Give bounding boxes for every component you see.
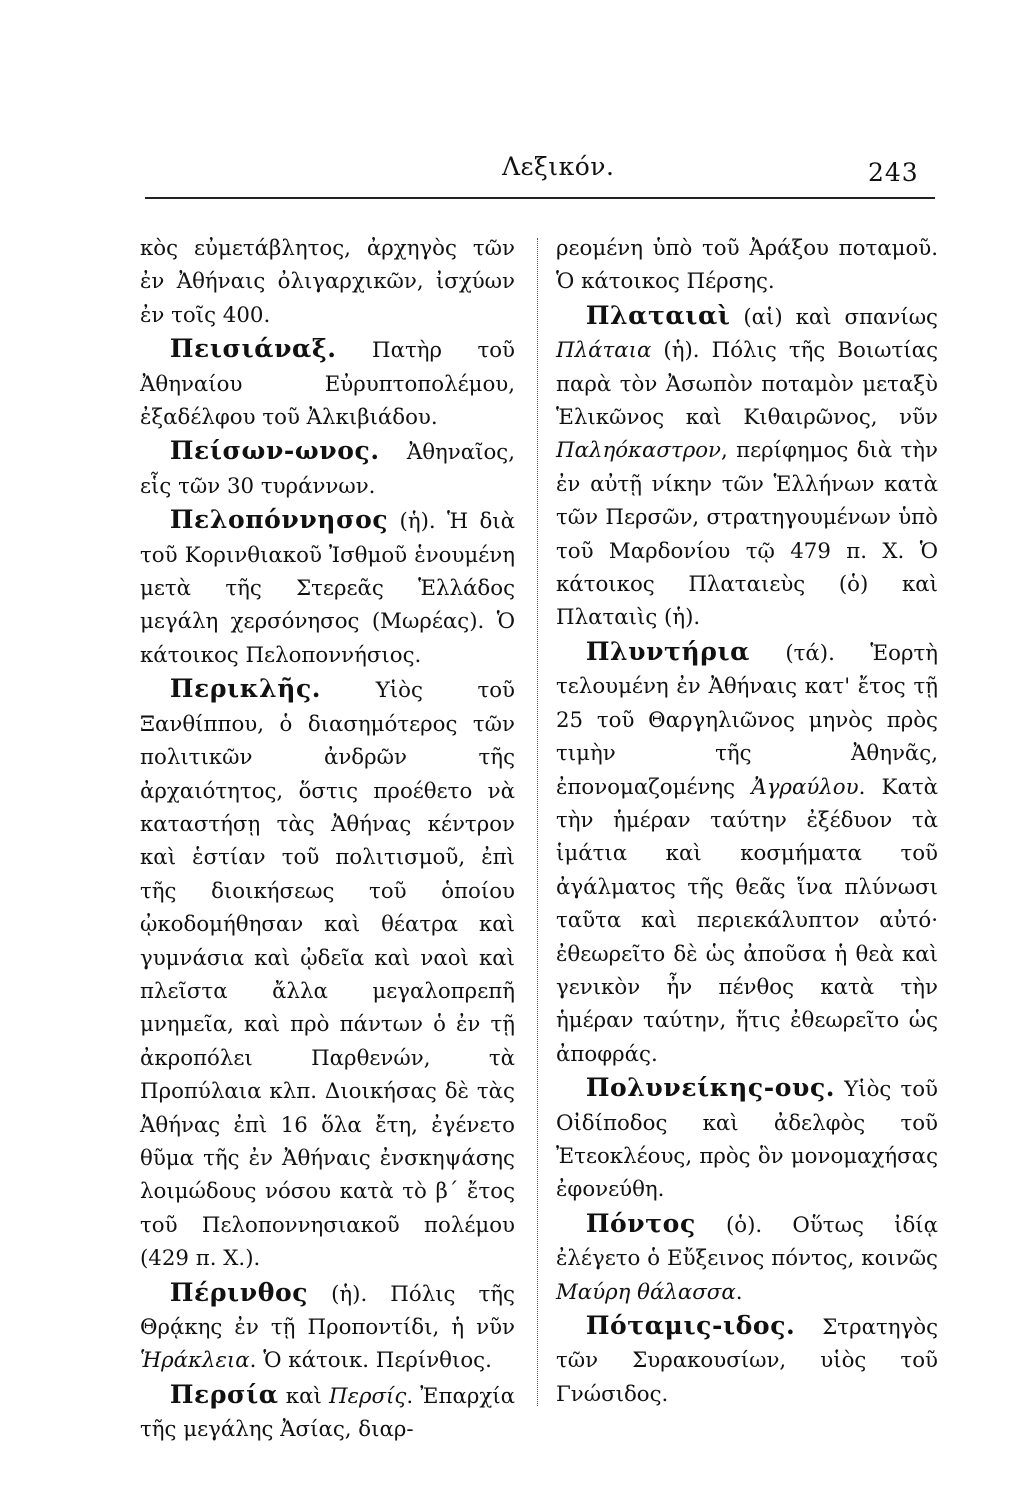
entry-perinthos [140,1276,515,1378]
entry-potamis [556,1309,938,1411]
headword: Περικλῆς. [169,674,322,704]
entry-text: (ἡ). Πόλις τῆς Θρᾴκης ἐν τῇ Προποντίδι, ἡ νῦν [140,1281,515,1340]
headword: Πεισιάναξ. [169,334,337,364]
entry-peisianax [140,332,515,434]
headword: Πείσων-ωνος. [169,436,380,466]
headword: Πόντος [585,1208,696,1238]
entry-pontos [556,1207,938,1309]
entry-text: . Κατὰ τὴν ἡμέραν ταύτην ἐξέδυον τὰ ἱμάτια καὶ κοσμήματα τοῦ ἀγάλματος τῆς θεᾶς ἵνα πλύνωσι ταῦτα καὶ περιεκάλυπτον αὐτό· ἐθεωρεῖτο δὲ ὡς ἀποῦσα ἡ θεὰ καὶ γενικὸν ἦν πένθος κατὰ τὴν ἡμέραν ταύτην, ἥτις ἐθεωρεῖτο ὡς ἀποφράς. [556,774,938,1067]
left-column [140,232,515,1447]
right-column [556,232,938,1411]
entry-italic: Παληόκαστρον [556,438,721,464]
entry-text: (τά). Ἑορτὴ τελουμένη ἐν Ἀθήναις κατ' ἔτος τῇ 25 τοῦ Θαργηλιῶνος μηνὸς πρὸς τιμὴν τῆς Ἀθηνᾶς, ἐπονομαζομένης [556,640,938,800]
entry-italic: Ἡράκλεια [140,1348,250,1374]
entry-text: (ὁ). Οὕτως ἰδίᾳ ἐλέγετο ὁ Εὔξεινος πόντος, κοινῶς [556,1212,938,1272]
entry-text: ρεομένη ὑπὸ τοῦ Ἀράξου ποταμοῦ. Ὁ κάτοικος Πέρσης. [556,236,938,295]
entry-text: Πατὴρ τοῦ Ἀθηναίου Εὐρυπτοπολέμου, ἐξαδέλφου τοῦ Ἀλκιβιάδου. [140,338,515,431]
entry-italic: Ἀγραύλου [751,774,859,800]
entry-text: κὸς εὐμετάβλητος, ἀρχηγὸς τῶν ἐν Ἀθήναις ὀλιγαρχικῶν, ἰσχύων ἐν τοῖς 400. [140,236,515,328]
entry-text: καὶ [278,1383,329,1409]
column-divider [537,238,538,1406]
headword: Πέρινθος [169,1277,309,1307]
entry-peloponnesos [140,503,515,672]
headword: Περσία [169,1379,279,1409]
entry-italic: Μαύρη θάλασσα [556,1279,736,1305]
entry-perikles [140,672,515,1275]
entry-continuation [140,232,515,332]
entry-text: Υἱὸς τοῦ Οἰδίποδος καὶ ἀδελφὸς τοῦ Ἐτεοκλέους, πρὸς ὃν μονομαχήσας ἐφονεύθη. [556,1077,938,1203]
entry-text: . [735,1279,743,1305]
entry-italic: Πλάταια [556,338,652,364]
entry-polyneikes [556,1071,938,1207]
entry-text: (ἡ). Ἡ διὰ τοῦ Κορινθιακοῦ Ἰσθμοῦ ἑνουμένη μετὰ τῆς Στερεᾶς Ἑλλάδος μεγάλη χερσόνησος (Μωρέας). Ὁ κάτοικος Πελοποννήσιος. [140,509,515,668]
headword: Πολυνείκης-ους. [585,1073,836,1103]
entry-continuation [556,232,938,299]
entry-text: , περίφημος διὰ τὴν ἐν αὐτῇ νίκην τῶν Ἑλλήνων κατὰ τῶν Περσῶν, στρατηγουμένων ὑπὸ τοῦ Μαρδονίου τῷ 479 π. Χ. Ὁ κάτοικος Πλαταιεὺς (ὁ) καὶ Πλαταιὶς (ἡ). [556,438,938,631]
header-rule [145,197,935,202]
entry-persia [140,1378,515,1447]
running-head: Λεξικόν. [502,152,615,181]
page-number: 243 [868,158,919,187]
entry-text: (αἱ) καὶ σπανίως [730,304,938,330]
entry-text: Υἱὸς τοῦ Ξανθίππου, ὁ διασημότερος τῶν πολιτικῶν ἀνδρῶν τῆς ἀρχαιότητος, ὅστις προέθετο νὰ καταστήσῃ τὰς Ἀθήνας κέντρον καὶ ἑστίαν τοῦ πολιτισμοῦ, ἐπὶ τῆς διοικήσεως τοῦ ὁποίου ᾠκοδομήθησαν καὶ θέατρα καὶ γυμνάσια καὶ ᾠδεῖα καὶ ναοὶ καὶ πλεῖστα ἄλλα μεγαλοπρεπῆ μνημεῖα, καὶ πρὸ πάντων ὁ ἐν τῇ ἀκροπόλει Παρθενών, τὰ Προπύλαια κλπ. Διοικήσας δὲ τὰς Ἀθήνας ἐπὶ 16 ὅλα ἔτη, ἐγένετο θῦμα τῆς ἐν Ἀθήναις ἐνσκηψάσης λοιμώδους νόσου κατὰ τὸ β΄ ἔτος τοῦ Πελοποννησιακοῦ πολέμου (429 π. Χ.). [140,678,515,1272]
headword: Πλαταιαὶ [585,300,731,330]
entry-text: (ἡ). Πόλις τῆς Βοιωτίας παρὰ τὸν Ἀσωπὸν ποταμὸν μεταξὺ Ἑλικῶνος καὶ Κιθαιρῶνος, νῦν [556,338,938,431]
entry-plataiai [556,299,938,635]
entry-peison [140,434,515,503]
entry-text: Ἀθηναῖος, εἷς τῶν 30 τυράννων. [140,440,515,499]
headword: Πόταμις-ιδος. [585,1311,796,1340]
entry-text: . Ὁ κάτοικ. Περίνθιος. [249,1348,492,1374]
headword: Πλυντήρια [585,636,751,666]
entry-text: Στρατηγὸς τῶν Συρακουσίων, υἱὸς τοῦ Γνώσιδος. [556,1315,938,1407]
entry-text: . Ἐπαρχία τῆς μεγάλης Ἀσίας, διαρ- [140,1383,515,1443]
entry-plynteria [556,635,938,1071]
entry-italic: Περσίς [329,1383,407,1409]
headword: Πελοπόννησος [169,505,389,535]
